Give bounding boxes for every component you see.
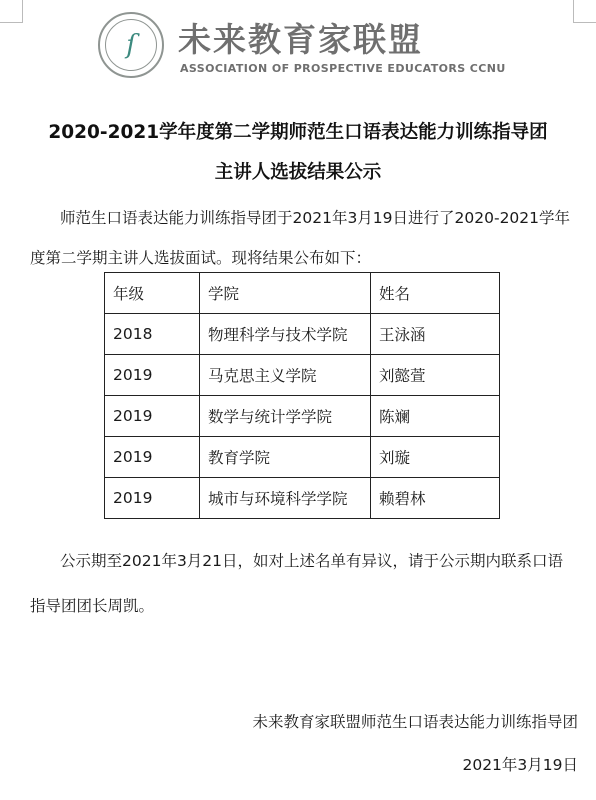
- cell-grade: 2019: [105, 437, 200, 478]
- page-corner-left: [0, 0, 23, 23]
- table-header-row: [105, 273, 500, 314]
- intro-line-1: 师范生口语表达能力训练指导团于2021年3月19日进行了2020-2021学年: [60, 209, 571, 227]
- header-grade: 年级: [105, 273, 200, 314]
- org-name-english: ASSOCIATION OF PROSPECTIVE EDUCATORS CCNU: [180, 62, 506, 75]
- notice-title-line-2: 主讲人选拔结果公示: [214, 162, 382, 183]
- table-row: [105, 355, 500, 396]
- header-name: 姓名: [371, 273, 500, 314]
- signature-org: 未来教育家联盟师范生口语表达能力训练指导团: [252, 713, 578, 731]
- signature-date: 2021年3月19日: [462, 756, 578, 774]
- table-row: [105, 314, 500, 355]
- cell-college: 物理科学与技术学院: [200, 314, 371, 355]
- results-table: [104, 272, 500, 519]
- association-logo-icon: ſ: [98, 12, 164, 78]
- cell-grade: 2018: [105, 314, 200, 355]
- cell-grade: 2019: [105, 355, 200, 396]
- intro-line-2: 度第二学期主讲人选拔面试。现将结果公布如下：: [30, 249, 372, 267]
- cell-name: 赖碧林: [371, 478, 500, 519]
- cell-grade: 2019: [105, 478, 200, 519]
- notice-title-line-1: 2020-2021学年度第二学期师范生口语表达能力训练指导团: [48, 122, 548, 143]
- cell-college: 教育学院: [200, 437, 371, 478]
- cell-name: 刘璇: [371, 437, 500, 478]
- letterhead: [98, 12, 506, 82]
- cell-name: 陈斓: [371, 396, 500, 437]
- table-row: [105, 478, 500, 519]
- org-name: 未来教育家联盟: [178, 20, 423, 59]
- cell-college: 城市与环境科学学院: [200, 478, 371, 519]
- cell-grade: 2019: [105, 396, 200, 437]
- table-row: [105, 437, 500, 478]
- cell-name: 刘懿萱: [371, 355, 500, 396]
- page-corner-right: [573, 0, 596, 23]
- notice-line-1: 公示期至2021年3月21日，如对上述名单有异议，请于公示期内联系口语: [60, 552, 564, 570]
- cell-college: 马克思主义学院: [200, 355, 371, 396]
- table-row: [105, 396, 500, 437]
- notice-line-2: 指导团团长周凯。: [30, 597, 155, 615]
- cell-name: 王泳涵: [371, 314, 500, 355]
- cell-college: 数学与统计学学院: [200, 396, 371, 437]
- header-college: 学院: [200, 273, 371, 314]
